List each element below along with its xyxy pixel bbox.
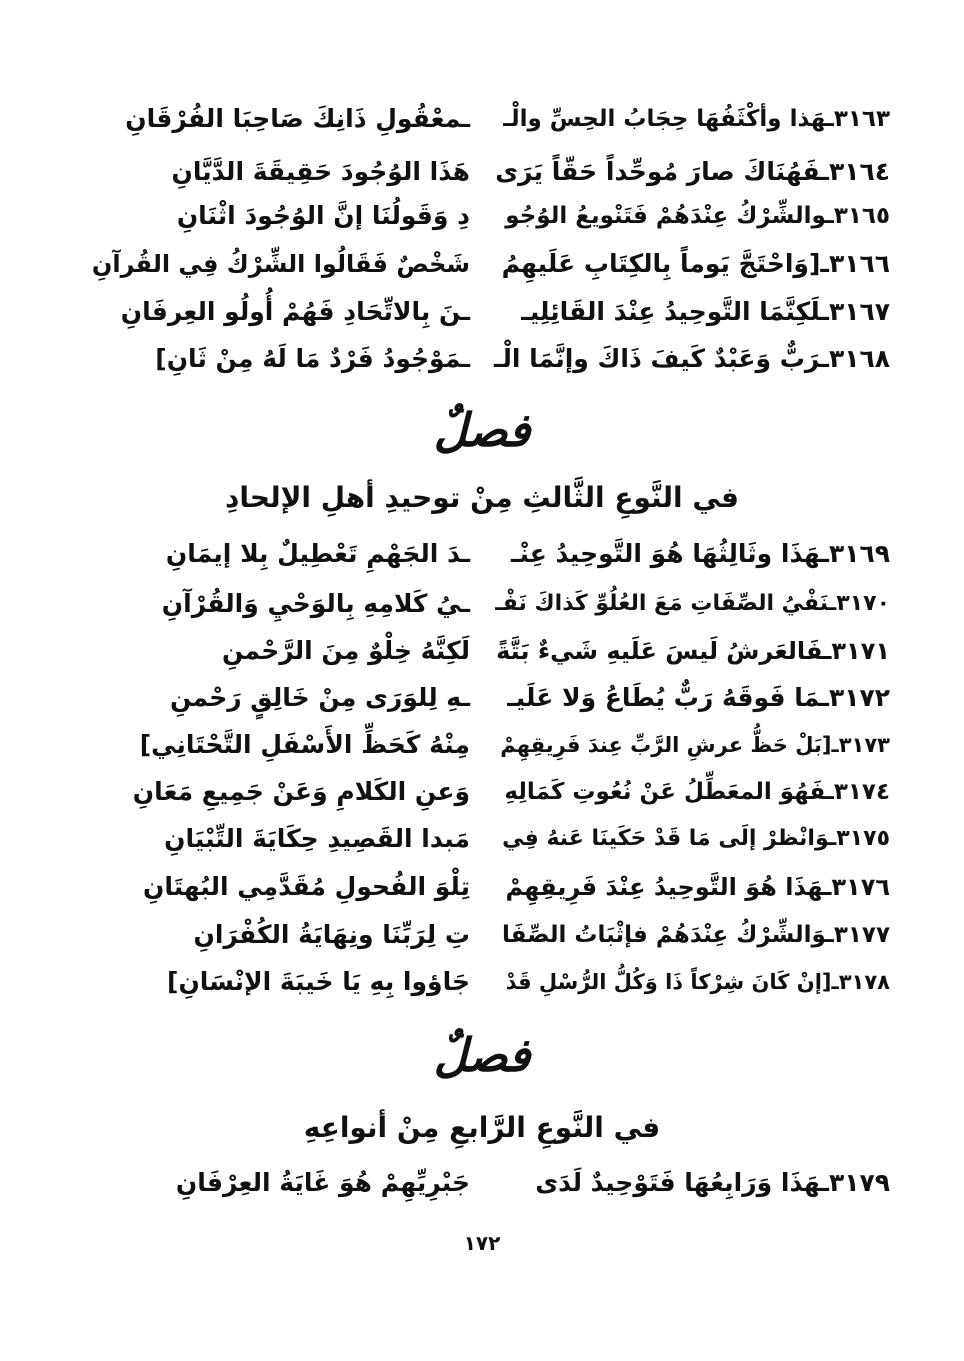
section-heading: في النَّوعِ الرَّابعِ مِنْ أنواعِهِ xyxy=(303,1111,661,1144)
verse-number: ٣١٧٨ xyxy=(838,970,890,994)
verse-second-hemistich: ـمَوْجُودُ فَرْدٌ مَا لَهُ مِنْ ثَانِ] xyxy=(155,344,470,373)
verse-number: ٣١٦٣ xyxy=(833,106,890,132)
verse-second-hemistich: لَكِنَّهُ خِلْوٌ مِنَ الرَّحْمنِ xyxy=(221,636,470,665)
verse-second-hemistich: ـمعْقُولِ ذَانِكَ صَاحِبَا الفُرْقَانِ xyxy=(125,104,470,133)
verse-first-hemistich: ٣١٦٦ـ[وَاحْتَجَّ يَوماً بِالكِتَابِ عَلَيهِمُ xyxy=(501,249,890,278)
verse-number: ٣١٧١ xyxy=(831,637,890,665)
verse-first-hemistich: ٣١٦٩ـهَذَا وثَالِثُهَا هُوَ التَّوحِيدُ عِنْـ xyxy=(510,539,890,568)
verse-sadr-text: هَذَا هُوَ التَّوحِيدُ عِنْدَ فَرِيقِهِمْ xyxy=(505,873,824,901)
verse-second-hemistich: جَبْرِيِّهِمْ هُوَ غَايَةُ العِرْفَانِ xyxy=(175,1168,470,1197)
verse-3163 xyxy=(70,95,890,143)
verse-number: ٣١٧٧ xyxy=(833,922,890,948)
verse-3172 xyxy=(70,674,890,722)
page-number: ١٧٢ xyxy=(463,1231,501,1255)
verse-sadr-text: فَهُوَ المعَطِّلُ عَنْ نُعُوتِ كَمَالِهِ xyxy=(504,779,826,805)
verse-first-hemistich: ٣١٧٢ـمَا فَوقَهُ رَبٌّ يُطَاعُ وَلا عَلَيـ xyxy=(507,683,890,712)
verse-first-hemistich: ٣١٦٧ـلَكِنَّمَا التَّوحِيدُ عِنْدَ القَائِلِيـ xyxy=(521,297,890,326)
verse-3166 xyxy=(70,240,890,288)
verse-first-hemistich: ٣١٧٠ـنَفْيُ الصِّفَاتِ مَعَ العُلُوِّ كَذاكَ نَفْـ xyxy=(495,591,890,616)
section-ornament-fasl: فصلٌ xyxy=(433,1028,531,1082)
verse-sadr-text: فَالعَرشُ لَيسَ عَلَيهِ شَيءٌ بَتَّةً xyxy=(496,637,824,665)
verse-second-hemistich: وَعنِ الكَلامِ وَعَنْ جَمِيعِ مَعَانِ xyxy=(132,777,470,806)
verse-first-hemistich: ٣١٧٧ـوَالشِّرْكُ عِنْدَهُمْ فإثْبَاتُ الصِّفَا xyxy=(502,922,890,948)
verse-second-hemistich: مِنْهُ كَحَظِّ الأَسْفَلِ التَّحْتَانِي] xyxy=(139,730,470,759)
verse-3169 xyxy=(70,530,890,578)
verse-second-hemistich: تِلْوَ الفُحولِ مُقَدَّمِي البُهتَانِ xyxy=(143,872,470,901)
verse-3176 xyxy=(70,863,890,911)
verse-first-hemistich: ٣١٧٦ـهَذَا هُوَ التَّوحِيدُ عِنْدَ فَرِيقِهِمْ xyxy=(505,873,890,901)
verse-3168 xyxy=(70,335,890,383)
verse-number: ٣١٧٣ xyxy=(838,733,890,757)
verse-first-hemistich: ٣١٦٨ـرَبٌّ وَعَبْدٌ كَيفَ ذَاكَ وإنَّمَا الْـ xyxy=(493,344,890,373)
verse-number: ٣١٧٢ xyxy=(828,683,890,712)
verse-first-hemistich: ٣١٧٣ـ[بَلْ حَظُّ عرشِ الرَّبِّ عِندَ فَرِيقِهِمْ xyxy=(500,733,890,757)
verse-first-hemistich: ٣١٦٤ـفَهُنَاكَ صارَ مُوحِّداً حَقّاً يَرَى xyxy=(495,157,890,186)
verse-sadr-text: وَالشِّرْكُ عِنْدَهُمْ فإثْبَاتُ الصِّفَا xyxy=(502,922,826,948)
verse-sadr-text: [وَاحْتَجَّ يَوماً بِالكِتَابِ عَلَيهِمُ xyxy=(501,249,821,278)
verse-3165 xyxy=(70,192,890,240)
verse-3173 xyxy=(70,721,890,769)
section-ornament-fasl: فصلٌ xyxy=(433,403,531,457)
verse-second-hemistich: تِ لِرَبِّنَا ونِهَايَةُ الكُفْرَانِ xyxy=(193,920,470,949)
verse-second-hemistich: شَخْصٌ فَقَالُوا الشِّرْكُ فِي القُرآنِ xyxy=(91,250,470,278)
verse-sadr-text: فَهُنَاكَ صارَ مُوحِّداً حَقّاً يَرَى xyxy=(495,157,821,186)
verse-second-hemistich: ـهِ لِلوَرَى مِنْ خَالِقٍ رَحْمنِ xyxy=(169,683,470,712)
verse-number: ٣١٦٥ xyxy=(833,203,890,229)
verse-second-hemistich: دِ وَقَولُنَا إنَّ الوُجُودَ اثْنَانِ xyxy=(176,201,470,230)
verse-3177 xyxy=(70,911,890,959)
verse-3170 xyxy=(70,580,890,628)
verse-second-hemistich: مَبدا القَصِيدِ حِكَايَةَ التِّبْيَانِ xyxy=(164,824,470,853)
verse-number: ٣١٧٦ xyxy=(831,873,890,901)
verse-sadr-text: [إنْ كَانَ شِرْكاً ذَا وَكُلُّ الرُّسْلِ قَدْ xyxy=(505,970,832,994)
verse-number: ٣١٧٩ xyxy=(828,1168,890,1197)
verse-3175 xyxy=(70,815,890,863)
verse-first-hemistich: ٣١٦٣ـهَذا وأكْثَفُهَا حِجَابُ الحِسِّ والْـ xyxy=(503,106,890,132)
section-heading: في النَّوعِ الثَّالثِ مِنْ توحيدِ أهلِ الإلحادِ xyxy=(225,481,739,514)
verse-sadr-text: مَا فَوقَهُ رَبٌّ يُطَاعُ وَلا عَلَيـ xyxy=(507,683,821,712)
verse-first-hemistich: ٣١٧٥ـوَانْظرْ إلَى مَا قَدْ حَكَينَا عَنهُ فِي xyxy=(502,826,890,851)
verse-number: ٣١٦٧ xyxy=(828,297,890,326)
verse-number: ٣١٧٠ xyxy=(836,591,890,616)
verse-3164 xyxy=(70,148,890,196)
verse-sadr-text: لَكِنَّمَا التَّوحِيدُ عِنْدَ القَائِلِيـ xyxy=(521,297,821,326)
verse-second-hemistich: ـدَ الجَهْمِ تَعْطِيلٌ بِلا إيمَانِ xyxy=(165,539,470,568)
verse-sadr-text: والشِّرْكُ عِنْدَهُمْ فَتَنْويعُ الوُجُو xyxy=(505,203,826,229)
verse-second-hemistich: ـيُ كَلامِهِ بِالوَحْيِ وَالقُرْآنِ xyxy=(161,589,470,618)
verse-first-hemistich: ٣١٧٤ـفَهُوَ المعَطِّلُ عَنْ نُعُوتِ كَمَالِهِ xyxy=(504,779,890,805)
verse-number: ٣١٧٥ xyxy=(836,826,890,851)
verse-sadr-text: وَانْظرْ إلَى مَا قَدْ حَكَينَا عَنهُ فِي xyxy=(502,826,829,851)
verse-sadr-text: رَبٌّ وَعَبْدٌ كَيفَ ذَاكَ وإنَّمَا الْـ xyxy=(493,344,821,373)
verse-number: ٣١٧٤ xyxy=(833,779,890,805)
verse-number: ٣١٦٨ xyxy=(828,344,890,373)
verse-3171 xyxy=(70,627,890,675)
verse-sadr-text: [بَلْ حَظُّ عرشِ الرَّبِّ عِندَ فَرِيقِهِمْ xyxy=(500,733,832,757)
verse-sadr-text: هَذا وأكْثَفُهَا حِجَابُ الحِسِّ والْـ xyxy=(503,106,826,132)
verse-sadr-text: هَذَا وثَالِثُهَا هُوَ التَّوحِيدُ عِنْـ xyxy=(510,539,821,568)
verse-first-hemistich: ٣١٧٩ـهَذَا وَرَابِعُهَا فَتَوْحِيدٌ لَدَى xyxy=(535,1168,890,1197)
verse-sadr-text: نَفْيُ الصِّفَاتِ مَعَ العُلُوِّ كَذاكَ نَفْـ xyxy=(495,591,829,616)
verse-3167 xyxy=(70,288,890,336)
verse-first-hemistich: ٣١٧٨ـ[إنْ كَانَ شِرْكاً ذَا وَكُلُّ الرُّسْلِ قَدْ xyxy=(505,970,890,994)
verse-number: ٣١٦٤ xyxy=(828,157,890,186)
verse-3174 xyxy=(70,768,890,816)
verse-sadr-text: هَذَا وَرَابِعُهَا فَتَوْحِيدٌ لَدَى xyxy=(535,1168,821,1197)
verse-first-hemistich: ٣١٦٥ـوالشِّرْكُ عِنْدَهُمْ فَتَنْويعُ الوُجُو xyxy=(505,203,890,229)
verse-second-hemistich: جَاؤوا بِهِ يَا خَيبَةَ الإنْسَانِ] xyxy=(167,967,470,996)
verse-number: ٣١٦٩ xyxy=(828,539,890,568)
verse-second-hemistich: ـنَ بِالاتِّحَادِ فَهُمْ أُولُو العِرفَانِ xyxy=(120,297,470,326)
verse-second-hemistich: هَذَا الوُجُودَ حَقِيقَةَ الدَّيَّانِ xyxy=(171,157,470,186)
verse-first-hemistich: ٣١٧١ـفَالعَرشُ لَيسَ عَلَيهِ شَيءٌ بَتَّةً xyxy=(496,637,890,665)
verse-number: ٣١٦٦ xyxy=(828,249,890,278)
verse-3178 xyxy=(70,958,890,1006)
verse-3179 xyxy=(70,1159,890,1207)
